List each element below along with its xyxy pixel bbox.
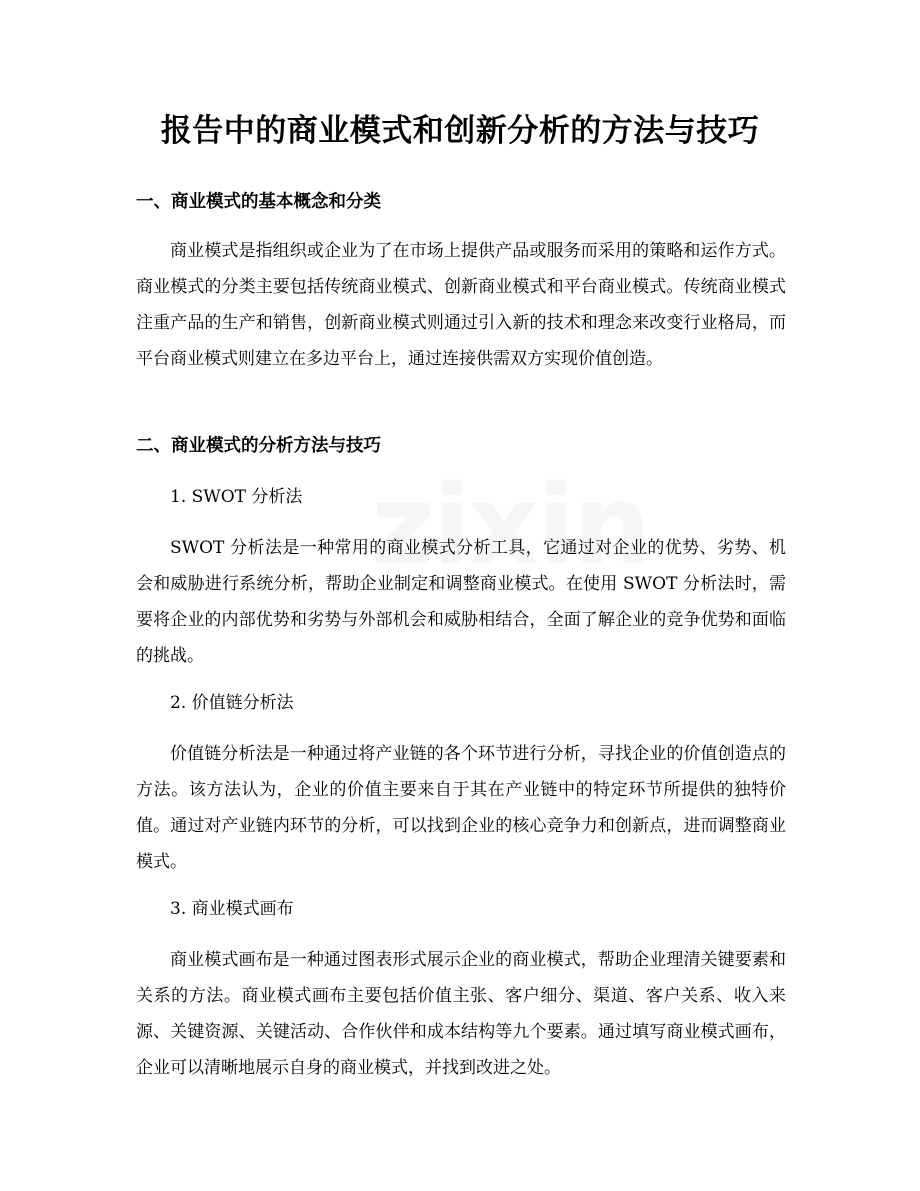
subheading-swot: 1. SWOT 分析法: [170, 487, 303, 507]
subheading-canvas: 3. 商业模式画布: [170, 899, 294, 919]
value-chain-paragraph: 价值链分析法是一种通过将产业链的各个环节进行分析，寻找企业的价值创造点的方法。该方法认为，企业的价值主要来自于其在产业链中的特定环节所提供的独特价值。通过对产业链内环节的分析，可以找到企业的核心竞争力和创新点，进而调整商业模式。: [136, 744, 786, 872]
subheading-value-chain: 2. 价值链分析法: [170, 693, 294, 713]
section-1-paragraph: 商业模式是指组织或企业为了在市场上提供产品或服务而采用的策略和运作方式。商业模式的分类主要包括传统商业模式、创新商业模式和平台商业模式。传统商业模式注重产品的生产和销售，创新商业模式则通过引入新的技术和理念来改变行业格局，而平台商业模式则建立在多边平台上，通过连接供需双方实现价值创造。: [136, 241, 786, 369]
swot-paragraph: SWOT 分析法是一种常用的商业模式分析工具，它通过对企业的优势、劣势、机会和威胁进行系统分析，帮助企业制定和调整商业模式。在使用 SWOT 分析法时，需要将企业的内部优势和劣势与外部机会和威胁相结合，全面了解企业的竞争优势和面临的挑战。: [136, 538, 786, 666]
section-heading-1: 一、商业模式的基本概念和分类: [136, 192, 381, 212]
page-title: 报告中的商业模式和创新分析的方法与技巧: [160, 113, 760, 149]
section-heading-2: 二、商业模式的分析方法与技巧: [136, 436, 381, 456]
canvas-paragraph: 商业模式画布是一种通过图表形式展示企业的商业模式，帮助企业理清关键要素和关系的方法。商业模式画布主要包括价值主张、客户细分、渠道、客户关系、收入来源、关键资源、关键活动、合作伙伴和成本结构等九个要素。通过填写商业模式画布，企业可以清晰地展示自身的商业模式，并找到改进之处。: [136, 950, 786, 1078]
